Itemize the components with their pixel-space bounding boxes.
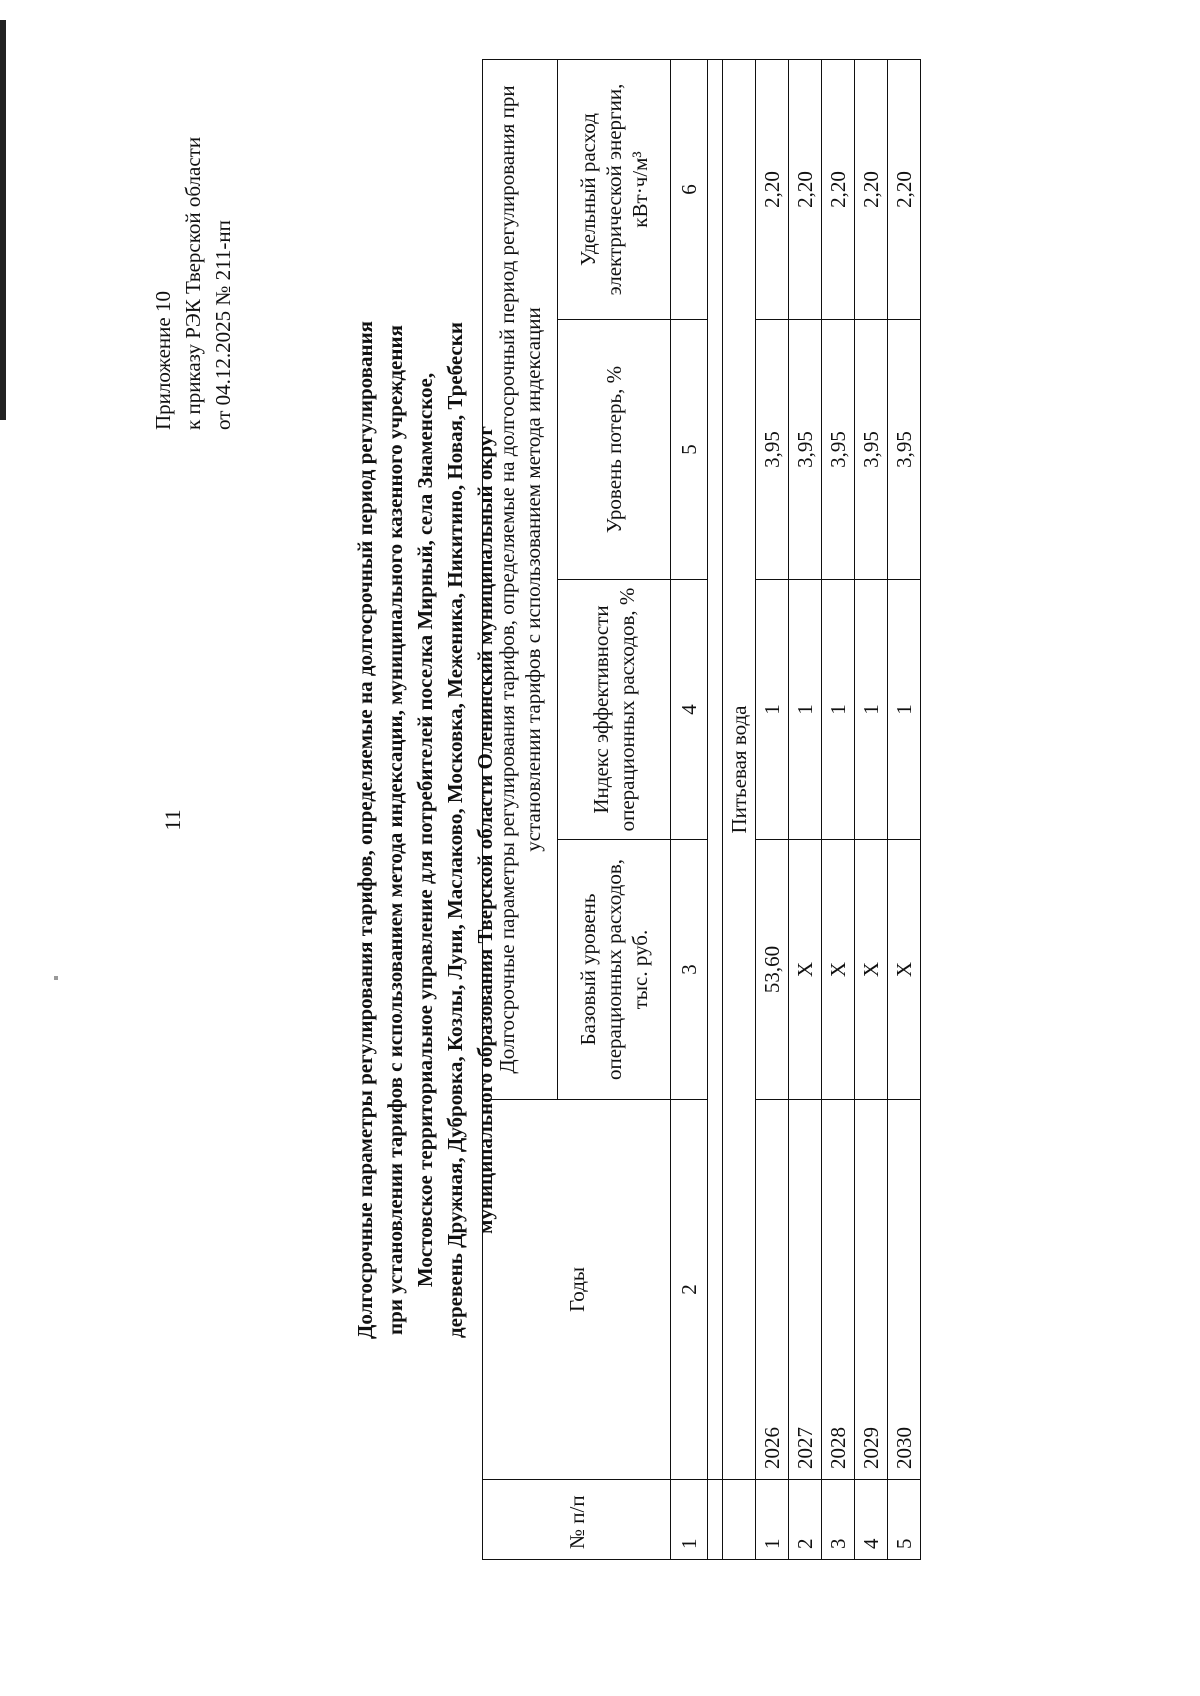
row-no: 4 <box>855 1480 888 1560</box>
document-title <box>350 50 500 1610</box>
row-base-opex: Х <box>888 840 921 1100</box>
table-row <box>756 60 789 1560</box>
row-loss-level: 3,95 <box>756 320 789 580</box>
page-number: 11 <box>160 809 185 831</box>
row-base-opex: Х <box>822 840 855 1100</box>
separator-row <box>708 60 723 1560</box>
column-number: 6 <box>671 60 708 320</box>
header-years: Годы <box>483 1100 671 1480</box>
row-loss-level: 3,95 <box>888 320 921 580</box>
title-line-5: муниципального образования Тверской области Оленинский муниципальный округ <box>473 426 497 1234</box>
row-year: 2028 <box>822 1100 855 1480</box>
row-base-opex: 53,60 <box>756 840 789 1100</box>
section-row <box>723 60 756 1560</box>
title-line-1: Долгосрочные параметры регулирования тарифов, определяемые на долгосрочный период регулирования <box>353 320 377 1340</box>
header-no: № п/п <box>483 1480 671 1560</box>
header-loss-level: Уровень потерь, % <box>558 320 671 580</box>
header-base-opex: Базовый уровень операционных расходов, тыс. руб. <box>558 840 671 1100</box>
appendix-line-3: от 04.12.2025 № 211-нп <box>211 220 235 430</box>
appendix-block <box>148 137 238 430</box>
row-year: 2030 <box>888 1100 921 1480</box>
table-row <box>888 60 921 1560</box>
row-year: 2027 <box>789 1100 822 1480</box>
row-no: 5 <box>888 1480 921 1560</box>
title-line-3: Мостовское территориальное управление для потребителей поселка Мирный, села Знаменское, <box>413 372 437 1288</box>
row-no: 3 <box>822 1480 855 1560</box>
header-efficiency-index: Индекс эффективности операционных расходов, % <box>558 580 671 840</box>
appendix-line-2: к приказу РЭК Тверской области <box>181 136 205 430</box>
column-number: 5 <box>671 320 708 580</box>
row-efficiency-index: 1 <box>822 580 855 840</box>
column-number-row <box>671 60 708 1560</box>
row-efficiency-index: 1 <box>756 580 789 840</box>
row-energy: 2,20 <box>789 60 822 320</box>
section-title: Питьевая вода <box>723 60 756 1480</box>
row-year: 2026 <box>756 1100 789 1480</box>
title-line-2: при установлении тарифов с использованием метода индексации, муниципального казенного учреждения <box>383 325 407 1335</box>
margin-rule <box>0 20 6 420</box>
row-no: 2 <box>789 1480 822 1560</box>
row-loss-level: 3,95 <box>789 320 822 580</box>
title-line-4: деревень Дружная, Дубровка, Козлы, Луни, Маслаково, Московка, Меженика, Никитино, Новая, Требески <box>443 322 467 1338</box>
rotated-page-content <box>20 50 1020 1630</box>
row-efficiency-index: 1 <box>855 580 888 840</box>
row-energy: 2,20 <box>822 60 855 320</box>
scan-speck <box>54 976 58 980</box>
row-base-opex: Х <box>789 840 822 1100</box>
row-energy: 2,20 <box>888 60 921 320</box>
table-row <box>789 60 822 1560</box>
parameters-table <box>482 59 921 1560</box>
row-loss-level: 3,95 <box>822 320 855 580</box>
column-number: 2 <box>671 1100 708 1480</box>
header-group: Долгосрочные параметры регулирования тарифов, определяемые на долгосрочный период регулирования при установлении тарифов с использованием метода индексации <box>483 60 558 1100</box>
table-row <box>855 60 888 1560</box>
row-efficiency-index: 1 <box>888 580 921 840</box>
row-loss-level: 3,95 <box>855 320 888 580</box>
row-energy: 2,20 <box>855 60 888 320</box>
table-row <box>822 60 855 1560</box>
header-energy-consumption: Удельный расход электрической энергии, кВт·ч/м³ <box>558 60 671 320</box>
row-efficiency-index: 1 <box>789 580 822 840</box>
column-number: 4 <box>671 580 708 840</box>
row-year: 2029 <box>855 1100 888 1480</box>
column-number: 3 <box>671 840 708 1100</box>
row-base-opex: Х <box>855 840 888 1100</box>
appendix-line-1: Приложение 10 <box>151 291 175 430</box>
row-no: 1 <box>756 1480 789 1560</box>
column-number: 1 <box>671 1480 708 1560</box>
row-energy: 2,20 <box>756 60 789 320</box>
